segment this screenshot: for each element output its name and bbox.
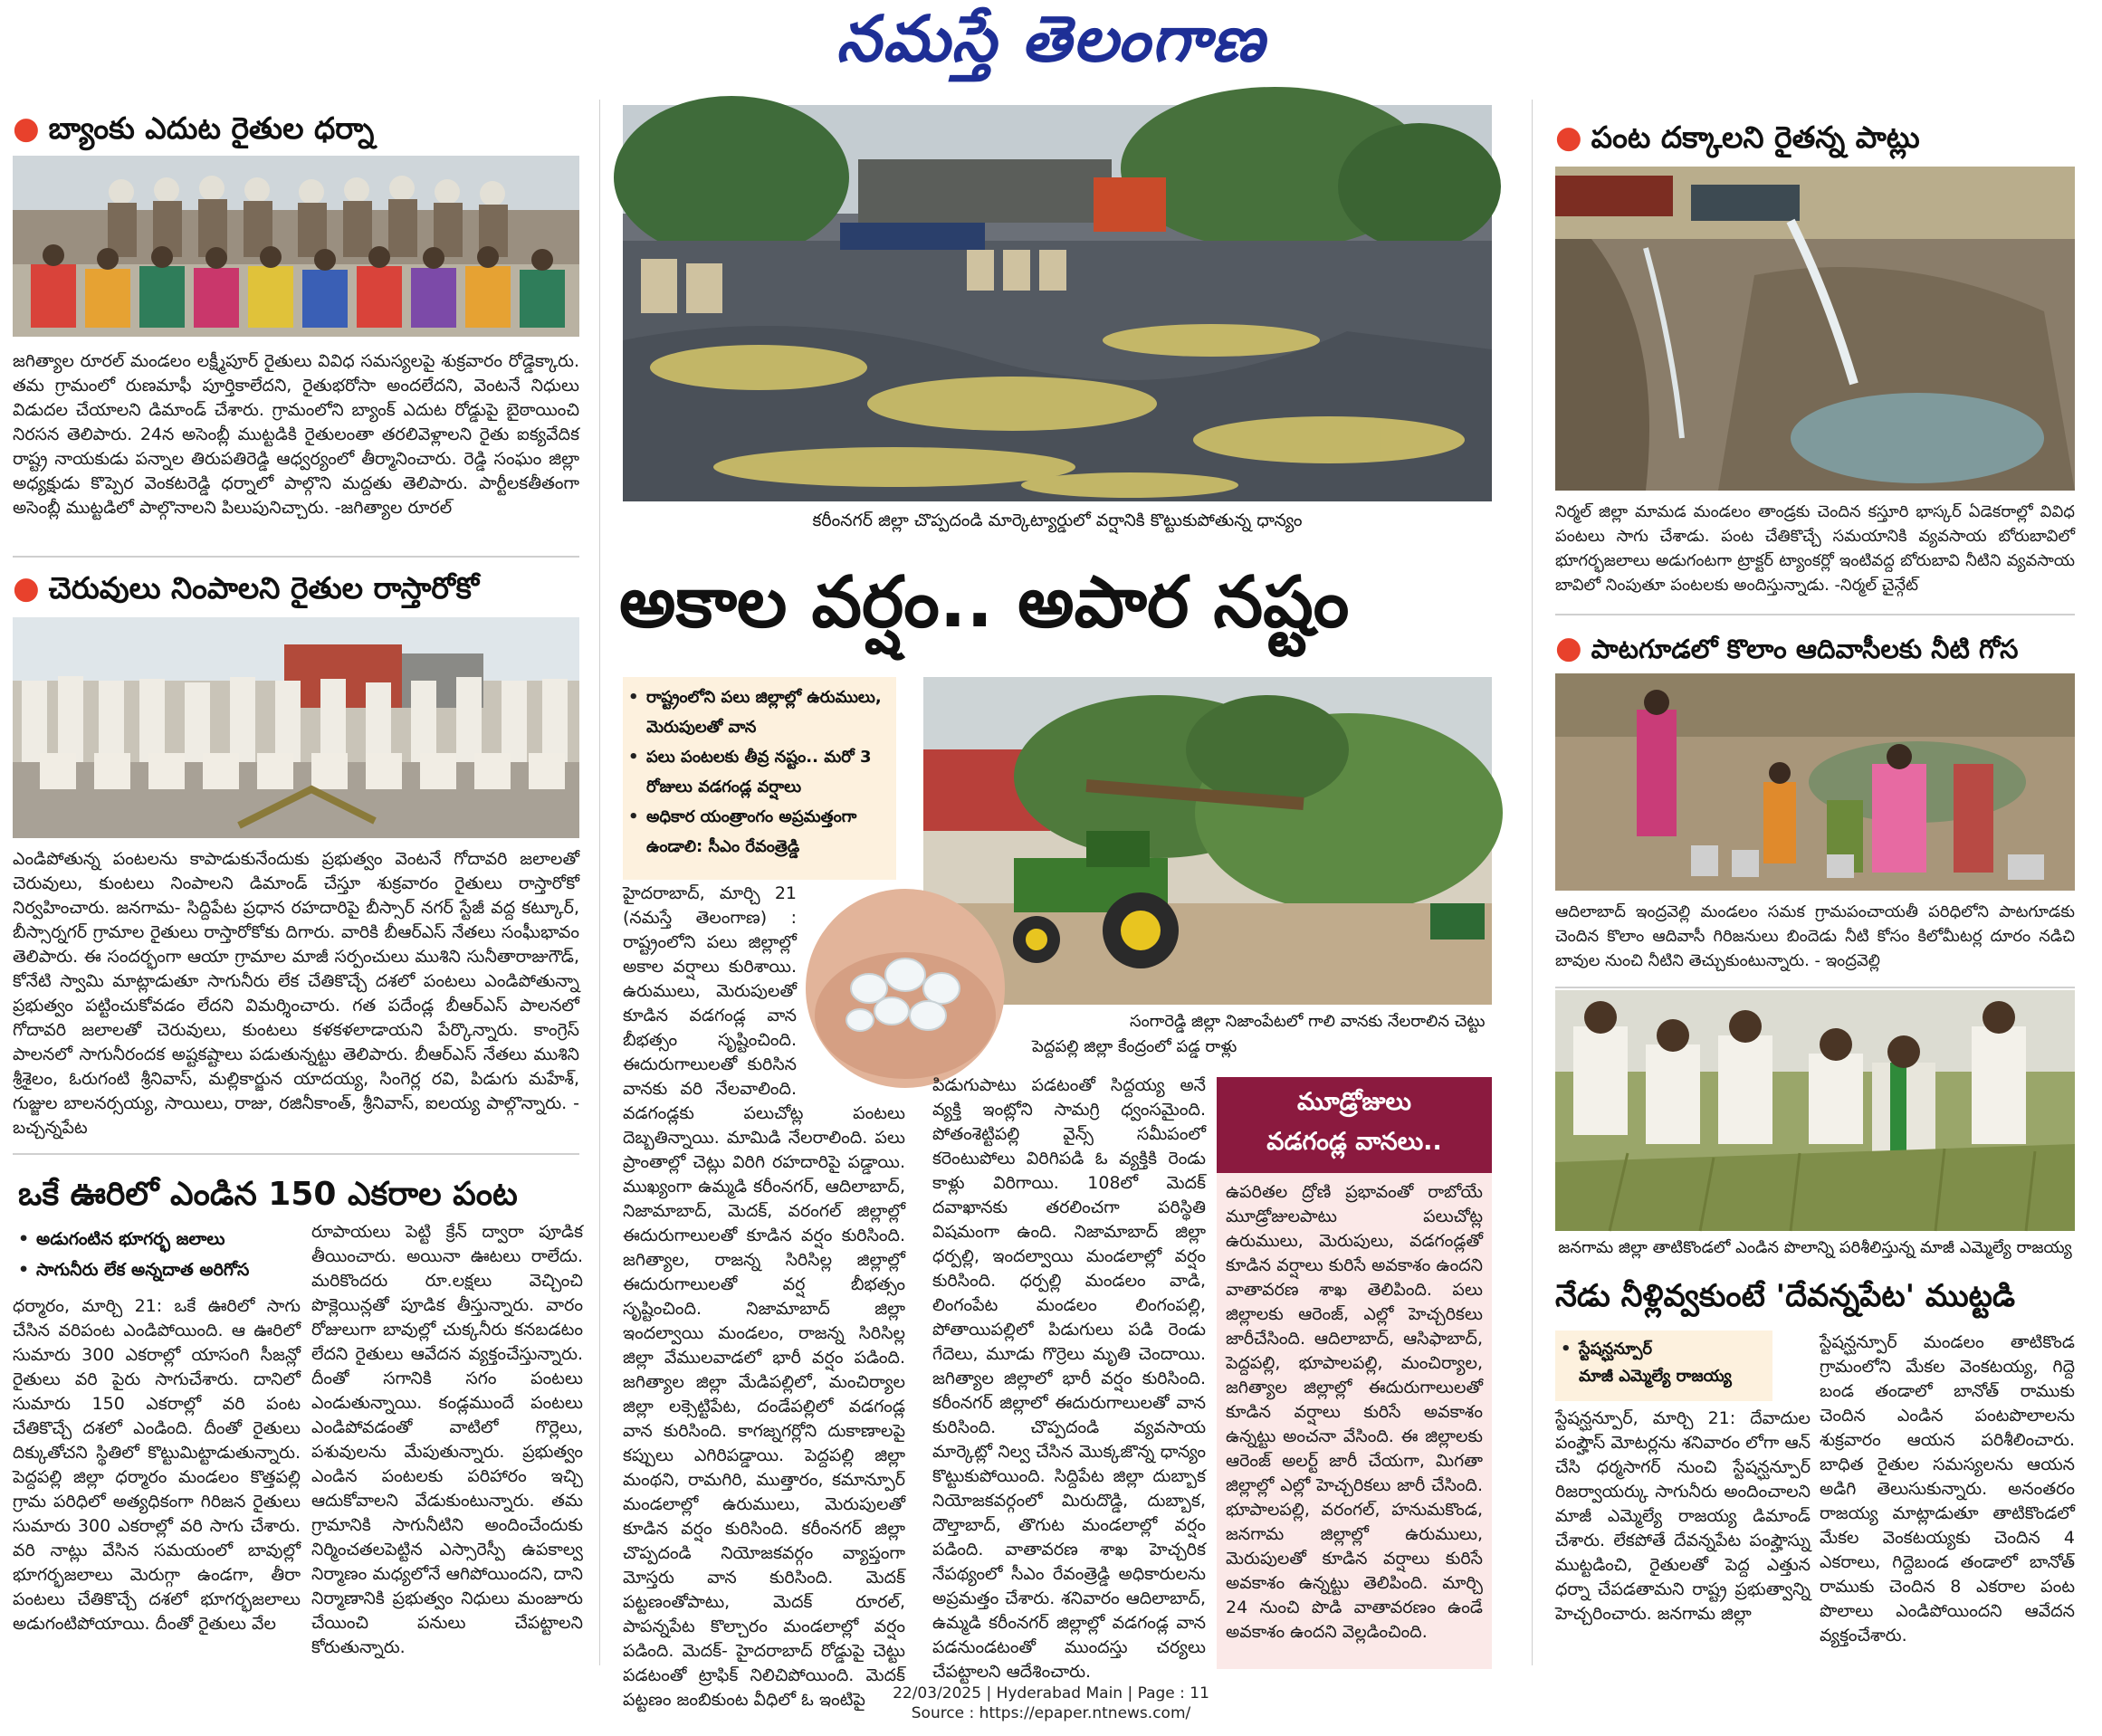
left-story2-body: ఎండిపోతున్న పంటలను కాపాడుకునేందుకు ప్రభుత్వం వెంటనే గోదావరి జలాలతో చెరువులు, కుంటలు నింపాలని డిమాండ్ చేస్తూ శుక్రవారం రైతులు రాస్తారోకో నిర్వహించారు. జనగామ- సిద్దిపేట ప్రధాన రహదారిపై బీస్సార్ నగర్ స్టేజీ వద్ద కట్కూర్, బీస్సార్నగర్ గ్రామాల రైతులు రాస్తారోకోకు దిగారు. వారికి బీఆర్ఎస్ నేతలు సంఘీభావం తెలిపారు. ఈ సందర్భంగా ఆయా గ్రామాల మాజీ సర్పంచులు ముశిని సునీతారాజుగౌడ్, కోనేటి స్వామి మాట్లాడుతూ సాగునీరు లేక చేతికొచ్చే దశలో పంటలు ఎండిపోతున్నా ప్రభుత్వం పట్టించుకోవడం లేదని విమర్శించారు. గత పదేండ్ల బీఆర్ఎస్ పాలనలో గోదావరి జలాలతో చెరువులు, కుంటలు కళకళలాడాయని పేర్కొన్నారు. కాంగ్రెస్ పాలనలో సాగునీరందక అష్టకష్టాలు పడుతున్నట్టు తెలిపారు. బీఆర్ఎస్ నేతలు ముశిని శ్రీశైలం, ఓరుగంటి శ్రీనివాస్, మల్లికార్జున యాదయ్య, సింగెర్ల రవి, పిడుగు మహేశ్, గుజ్జుల బాలనర్సయ్య, సాయిలు, రాజు, రజినీకాంత్, శ్రీనివాస్, ఐలయ్య పాల్గొన్నారు. - బచ్చన్నపేట xyxy=(13,849,579,1138)
footer xyxy=(0,1684,2102,1723)
left-story3-bullets xyxy=(13,1224,302,1285)
water-well-women-photo xyxy=(1555,673,2075,891)
hail-caption: పెద్దపల్లి జిల్లా కేంద్రంలో పడ్డ రాళ్లు xyxy=(1032,1037,1237,1056)
bullet-dot-icon: ● xyxy=(1555,630,1582,666)
footer-source[interactable]: Source : https://epaper.ntnews.com/ xyxy=(911,1704,1191,1722)
top-photo-caption: కరీంనగర్ జిల్లా చొప్పదండి మార్కెట్యార్డులో వర్షానికి కొట్టుకుపోతున్న ధాన్యం xyxy=(812,510,1303,530)
left-story1-headline: ● బ్యాంకు ఎదుట రైతుల ధర్నా xyxy=(13,110,375,147)
right-story3-col1: స్టేషన్ఘన్పూర్, మార్చి 21: దేవాదుల పంప్హౌస్ మోటర్లను శనివారం లోగా ఆన్ చేసి ధర్మసాగర్ నుంచి స్టేషన్ఘన్పూర్ రిజర్వాయర్కు సాగునీరు అందించాలని మాజీ ఎమ్మెల్యే రాజయ్య డిమాండ్ చేశారు. లేకపోతే దేవన్నపేట పంప్హౌస్ను ముట్టడించి, రైతులతో పెద్ద ఎత్తున ధర్నా చేపడతామని రాష్ట్ర ప్రభుత్వాన్ని హెచ్చరించారు. జనగామ జిల్లా xyxy=(1555,1408,1811,1624)
borewell-tanker-photo xyxy=(1555,167,2075,491)
subhead-line1: • స్టేషన్ఘన్పూర్ xyxy=(1555,1336,1772,1363)
hail-wrap-spacer xyxy=(797,882,905,1097)
mla-field-inspection-photo xyxy=(1555,990,2075,1231)
sidebox-header xyxy=(1217,1077,1492,1173)
right-story3-headline: నేడు నీళ్లివ్వకుంటే 'దేవన్నపేట' ముట్టడి xyxy=(1555,1278,2016,1314)
right-story3-col2: స్టేషన్ఘన్పూర్ మండలం తాటికొండ గ్రామంలోని మేకల వెంకటయ్య, గిద్దె బండ తండాలో బానోత్ రాముకు చెందిన ఎండిన పంటపొలాలను శుక్రవారం ఆయన పరిశీలించారు. బాధిత రైతుల సమస్యలను ఆయన అడిగి తెలుసుకున్నారు. అనంతరం రాజయ్య మాట్లాడుతూ తాటికొండలో మేకల వెంకటయ్యకు చెందిన 4 ఎకరాలు, గిద్దెబండ తండాలో బానోత్ రాముకు చెందిన 8 ఎకరాల పంట పొలాలు ఎండిపోయిందని ఆవేదన వ్యక్తంచేశారు. xyxy=(1820,1332,2075,1645)
bullet-dot-icon: ● xyxy=(13,110,40,147)
key-point: • పలు పంటలకు తీవ్ర నష్టం.. మరో 3 రోజులు వడగండ్ల వర్షాలు xyxy=(623,742,896,802)
right-subhead-box xyxy=(1555,1331,1772,1401)
center-story-col1: హైదరాబాద్, మార్చి 21 (నమస్తే తెలంగాణ) : రాష్ట్రంలోని పలు జిల్లాల్లో అకాల వర్షాలు కురిశాయి. ఉరుములు, మెరుపులతో కూడిన వడగండ్ల వాన బీభత్సం సృష్టించింది. ఈదురుగాలులతో కురిసిన వానకు వరి నేలవాలింది. వడగండ్లకు పలుచోట్ల పంటలు దెబ్బతిన్నాయి. మామిడి నేలరాలింది. పలు ప్రాంతాల్లో చెట్లు విరిగి రహదారిపై పడ్డాయి. ముఖ్యంగా ఉమ్మడి కరీంనగర్, ఆదిలాబాద్, నిజామాబాద్, మెదక్, వరంగల్ జిల్లాల్లో ఈదురుగాలులతో కూడిన వర్షం కురిసింది. జగిత్యాల, రాజన్న సిరిసిల్ల జిల్లాల్లో ఈదురుగాలులతో వర్ష బీభత్సం సృష్టించింది. నిజామాబాద్ జిల్లా ఇందల్వాయి మండలం, రాజన్న సిరిసిల్ల జిల్లా వేములవాడలో భారీ వర్షం పడింది. జగిత్యాల జిల్లా మేడిపల్లిలో, మంచిర్యాల జిల్లా లక్సెట్టిపేట, దండేపల్లిలో వడగండ్ల వాన కురిసింది. కాగజ్నగర్లోని దుకాణాలపై కప్పులు ఎగిరిపడ్డాయి. పెద్దపల్లి జిల్లా మంథని, రామగిరి, ముత్తారం, కమాన్పూర్ మండలాల్లో ఉరుములు, మెరుపులతో కూడిన వర్షం కురిసింది. కరీంనగర్ జిల్లా చొప్పదండి నియోజకవర్గం వ్యాప్తంగా మోస్తరు వాన కురిసింది. మెదక్ పట్టణంతోపాటు, మెదక్ రూరల్, పాపన్నపేట కొల్చారం మండలాల్లో వర్షం పడింది. మెదక్- హైదరాబాద్ రోడ్డుపై చెట్టు పడటంతో ట్రాఫిక్ నిలిచిపోయింది. మెదక్ పట్టణం జంబికుంట వీధిలో ఓ ఇంటిపై xyxy=(623,883,905,1710)
key-point: • అధికార యంత్రాంగం అప్రమత్తంగా ఉండాలి: సీఎం రేవంత్రెడ్డి xyxy=(623,802,896,862)
fallen-tree-tractor-photo xyxy=(923,677,1492,1005)
left-story2-headline: ● చెరువులు నింపాలని రైతుల రాస్తారోకో xyxy=(13,570,480,606)
left-story3-headline: ఒకే ఊరిలో ఎండిన 150 ఎకరాల పంట xyxy=(18,1176,518,1213)
column-divider xyxy=(599,100,600,1665)
subhead-line2: మాజీ ఎమ్మెల్యే రాజయ్య xyxy=(1579,1367,1732,1386)
column-divider xyxy=(1532,100,1533,1665)
key-point: • రాష్ట్రంలోని పలు జిల్లాల్లో ఉరుములు, మెరుపులతో వాన xyxy=(623,682,896,742)
bullet-dot-icon: ● xyxy=(13,570,40,606)
sidebox-title-line2: వడగండ్ల వానలు.. xyxy=(1266,1128,1442,1156)
right-photo3-caption: జనగామ జిల్లా తాటికొండలో ఎండిన పొలాన్ని పరిశీలిస్తున్న మాజీ ఎమ్మెల్యే రాజయ్య xyxy=(1558,1238,2072,1257)
left-story3-col2: రూపాయలు పెట్టి క్రేన్ ద్వారా పూడిక తీయించారు. అయినా ఊటలు రాలేదు. మరికొందరు రూ.లక్షలు వెచ్చించి పొక్లెయిన్లతో పూడిక తీస్తున్నారు. వారం రోజులుగా బావుల్లో చుక్కనీరు కనబడటం లేదని రైతులు ఆవేదన వ్యక్తంచేస్తున్నారు. దీంతో సగానికి సగం పంటలు ఎండుతున్నాయి. కండ్లముందే పంటలు ఎండిపోవడంతో వాటిలో గొర్లెలు, పశువులను మేపుతున్నారు. ప్రభుత్వం ఎండిన పంటలకు పరిహారం ఇచ్చి ఆదుకోవాలని వేడుకుంటున్నారు. తమ గ్రామానికి సాగునీటిని అందించేందుకు నిర్మించతలపెట్టిన ఎస్సారెస్పీ ఉపకాల్వ నిర్మాణం మధ్యలోనే ఆగిపోయిందని, దాని నిర్మాణానికి ప్రభుత్వం నిధులు మంజూరు చేయించి పనులు చేపట్టాలని కోరుతున్నారు. xyxy=(311,1222,583,1657)
masthead-title: నమస్తే తెలంగాణ xyxy=(836,2,1266,76)
bullet-item: • సాగునీరు లేక అన్నదాత అరిగోస xyxy=(13,1254,302,1285)
center-story-col2: పిడుగుపాటు పడటంతో సిద్దయ్య అనే వ్యక్తి ఇంట్లోని సామగ్రి ధ్వంసమైంది. పోతంశెట్టిపల్లి వైన్స్ సమీపంలో కరెంటుపోలు విరిగిపడి ఓ వ్యక్తికి రెండు కాళ్లు విరిగాయి. 108లో మెదక్ దవాఖానకు తరలించగా పరిస్థితి విషమంగా ఉంది. నిజామాబాద్ జిల్లా ధర్పల్లి, ఇందల్వాయి మండలాల్లో వర్షం కురిసింది. ధర్పల్లి మండలం వాడి, లింగంపేట మండలం లింగంపల్లి, పోతాయిపల్లిలో పిడుగులు పడి రెండు గేదెలు, మూడు గొర్రెలు మృతి చెందాయి. జగిత్యాల జిల్లాలో భారీ వర్షం కురిసింది. కరీంనగర్ జిల్లాలో ఈదురుగాలులతో వాన కురిసింది. చొప్పదండి వ్యవసాయ మార్కెట్లో నిల్వ చేసిన మొక్కజొన్న ధాన్యం కొట్టుకుపోయింది. సిద్దిపేట జిల్లా దుబ్బాక నియోజకవర్గంలో మిరుదొడ్డి, దుబ్బాక, దౌల్తాబాద్, తొగుట మండలాల్లో వర్షం పడింది. వాతావరణ శాఖ హెచ్చరిక నేపథ్యంలో సీఎం రేవంత్రెడ్డి అధికారులను అప్రమత్తం చేశారు. శనివారం ఆదిలాబాద్, ఉమ్మడి కరీంనగర్ జిల్లాల్లో వడగండ్ల వాన పడనుండటంతో ముందస్తు చర్యలు చేపట్టాలని ఆదేశించారు. xyxy=(932,1075,1206,1682)
key-points-box xyxy=(623,677,896,880)
right-story2-caption: ఆదిలాబాద్ ఇంద్రవెల్లి మండలం సమక గ్రామపంచాయతీ పరిధిలోని పాటగూడకు చెందిన కొలాం ఆదివాసీ గిరిజనులు బిందెడు నీటి కోసం కిలోమీటర్ల దూరం నడిచి బావుల నుంచి నీటిని తెచ్చుకుంటున్నారు. - ఇంద్రవెల్లి xyxy=(1555,902,2075,970)
sidebox-body: ఉపరితల ద్రోణి ప్రభావంతో రాబోయే మూడ్రోజులపాటు పలుచోట్ల ఉరుములు, మెరుపులు, వడగండ్లతో కూడిన వర్షాలు కురిసే అవకాశం ఉందని వాతావరణ శాఖ తెలిపింది. పలు జిల్లాలకు ఆరెంజ్, ఎల్లో హెచ్చరికలు జారీచేసింది. ఆదిలాబాద్, ఆసిఫాబాద్, పెద్దపల్లి, భూపాలపల్లి, మంచిర్యాల, జగిత్యాల జిల్లాల్లో ఈదురుగాలులతో కూడిన వర్షాలు కురిసే అవకాశం ఉన్నట్టు అంచనా వేసింది. ఈ జిల్లాలకు ఆరెంజ్ అలర్ట్ జారీ చేయగా, మిగతా జిల్లాల్లో ఎల్లో హెచ్చరికలు జారీ చేసింది. భూపాలపల్లి, వరంగల్, హనుమకొండ, జనగామ జిల్లాల్లో ఉరుములు, మెరుపులతో కూడిన వర్షాలు కురిసే అవకాశం ఉన్నట్టు తెలిపింది. మార్చి 24 నుంచి పొడి వాతావరణం ఉండే అవకాశం ఉందని వెల్లడించింది. xyxy=(1226,1182,1483,1642)
sidebox-title-line1: మూడ్రోజులు xyxy=(1297,1088,1411,1116)
left-story1-body: జగిత్యాల రూరల్ మండలం లక్ష్మీపూర్ రైతులు వివిధ సమస్యలపై శుక్రవారం రోడ్డెక్కారు. తమ గ్రామంలో రుణమాఫీ పూర్తికాలేదని, రైతుభరోసా అందలేదని, వెంటనే నిధులు విడుదల చేయాలని డిమాండ్ చేశారు. గ్రామంలోని బ్యాంక్ ఎదుట రోడ్డుపై బైఠాయించి నిరసన తెలిపారు. 24న అసెంబ్లీ ముట్టడికి రైతులంతా తరలివెళ్లాలని రైతు ఐక్యవేదిక రాష్ట్ర నాయకుడు పన్నాల తిరుపతిరెడ్డి ఆధ్వర్యంలో తీర్మానించారు. రెడ్డి సంఘం జిల్లా అధ్యక్షుడు కొప్పెర వెంకటరెడ్డి ధర్నాలో పాల్గొని మద్దతు తెలిపారు. పార్టీలకతీతంగా అసెంబ్లీ ముట్టడిలో పాల్గొనాలని పిలుపునిచ్చారు. -జగిత్యాల రూరల్ xyxy=(13,351,579,518)
farmers-dharna-photo xyxy=(13,156,579,337)
hailstorm-sidebox xyxy=(1217,1077,1492,1669)
right-story2-headline: ● పాటగూడలో కొలాం ఆదివాసీలకు నీటి గోస xyxy=(1555,630,2019,666)
right-story1-headline: ● పంట దక్కాలని రైతన్న పాట్లు xyxy=(1555,119,1920,156)
bullet-dot-icon: ● xyxy=(1555,119,1582,156)
divider xyxy=(13,556,579,558)
rain-market-yard-photo xyxy=(623,105,1492,501)
masthead xyxy=(0,0,2102,86)
bullet-item: • అడుగంటిన భూగర్భ జలాలు xyxy=(13,1224,302,1254)
divider xyxy=(13,1153,579,1155)
left-story3-col1: ధర్మారం, మార్చి 21: ఒకే ఊరిలో సాగు చేసిన వరిపంట ఎండిపోయింది. ఆ ఊరిలో సుమారు 300 ఎకరాల్లో యాసంగి సీజన్లో రైతులు వరి పైరు సాగుచేశారు. దానిలో సుమారు 150 ఎకరాల్లో వరి పంట చేతికొచ్చే దశలో ఎండింది. దీంతో రైతులు దిక్కుతోచని స్థితిలో కొట్టుమిట్టాడుతున్నారు. పెద్దపల్లి జిల్లా ధర్మారం మండలం కొత్తపల్లి గ్రామ పరిధిలో అత్యధికంగా గిరిజన రైతులు సుమారు 300 ఎకరాల్లో వరి సాగు చేశారు. వరి నాట్లు వేసిన సమయంలో బావుల్లో భూగర్భజలాలు మెరుగ్గా ఉండగా, తీరా పంటలు చేతికొచ్చే దశలో భూగర్భజలాలు అడుగంటిపోయాయి. దీంతో రైతులు వేల xyxy=(13,1296,301,1634)
divider xyxy=(1555,614,2075,615)
divider xyxy=(1555,987,2075,988)
main-headline: అకాల వర్షం.. అపార నష్టం xyxy=(619,562,1350,644)
tree-photo-caption: సంగారెడ్డి జిల్లా నిజాంపేటలో గాలి వానకు నేలరాలిన చెట్టు xyxy=(1130,1012,1486,1031)
right-story1-caption: నిర్మల్ జిల్లా మామడ మండలం తాండ్రకు చెందిన కస్తూరి భాస్కర్ ఏడెకరాల్లో వివిధ పంటలు సాగు చేశాడు. పంట చేతికొచ్చే సమయానికి వ్యవసాయ బోరుబావిలో భూగర్భజలాలు అడుగంటగా ట్రాక్టర్ ట్యాంకర్లో ఇంటివద్ద బోరుబావి నీటిని వ్యవసాయ బావిలో నింపుతూ పంటలకు అందిస్తున్నాడు. -నిర్మల్ చైన్గేట్ xyxy=(1555,502,2075,595)
rasta-roko-photo xyxy=(13,617,579,838)
footer-date-edition: 22/03/2025 | Hyderabad Main | Page : 11 xyxy=(893,1684,1209,1703)
